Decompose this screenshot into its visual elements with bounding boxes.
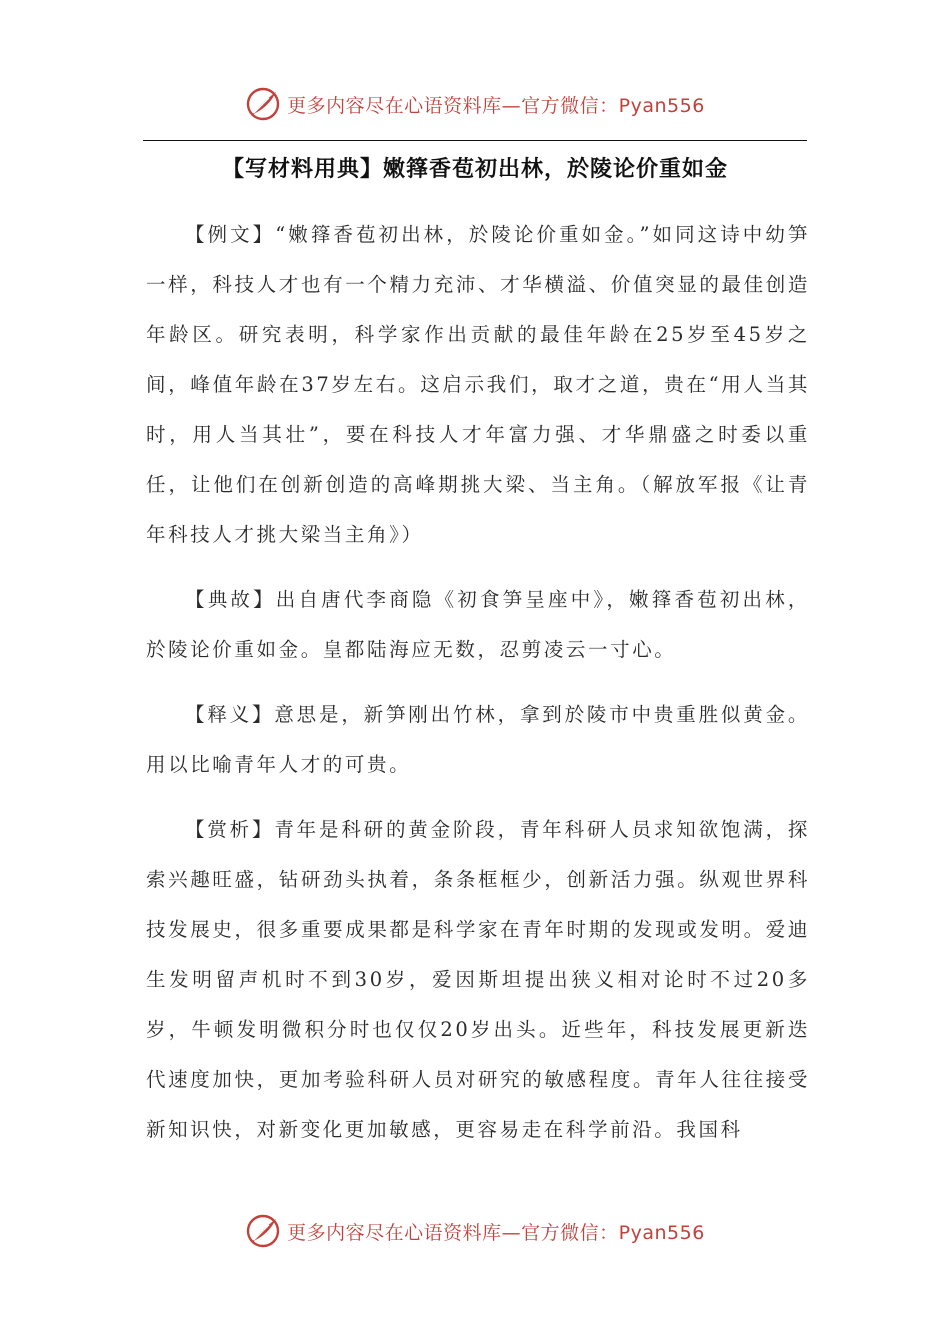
quill-logo-icon [245, 1213, 281, 1249]
footer-banner [0, 1211, 950, 1251]
header-divider [143, 140, 807, 141]
paragraph-explanation [146, 690, 810, 790]
paragraph-text: “嫩箨香苞初出林，於陵论价重如金。”如同这诗中幼笋一样，科技人才也有一个精力充沛、才华横溢、价值突显的最佳创造年龄区。研究表明，科学家作出贡献的最佳年龄在25岁至45岁之间，峰值年龄在37岁左右。这启示我们，取才之道，贵在“用人当其时，用人当其壮”，要在科技人才年富力强、才华鼎盛之时委以重任，让他们在创新创造的高峰期挑大梁、当主角。（解放军报《让青年科技人才挑大梁当主角》） [146, 223, 810, 546]
paragraph-tag: 【赏析】 [185, 818, 275, 841]
paragraph-text: 青年是科研的黄金阶段，青年科研人员求知欲饱满，探索兴趣旺盛，钻研劲头执着，条条框框少，创新活力强。纵观世界科技发展史，很多重要成果都是科学家在青年时期的发现或发明。爱迪生发明留声机时不到30岁，爱因斯坦提出狭义相对论时不过20多岁，牛顿发明微积分时也仅仅20岁出头。近些年，科技发展更新迭代速度加快，更加考验科研人员对研究的敏感程度。青年人往往接受新知识快，对新变化更加敏感，更容易走在科学前沿。我国科 [146, 818, 810, 1141]
paragraph-tag: 【例文】 [185, 223, 276, 246]
header-banner-text: 更多内容尽在心语资料库—官方微信：Pyan556 [287, 94, 705, 117]
paragraph-example [146, 210, 810, 560]
paragraph-tag: 【典故】 [185, 588, 276, 611]
paragraph-text: 意思是，新笋刚出竹林，拿到於陵市中贵重胜似黄金。用以比喻青年人才的可贵。 [146, 703, 810, 776]
quill-logo-icon [245, 86, 281, 122]
paragraph-tag: 【释义】 [185, 703, 275, 726]
paragraph-appreciation [146, 805, 810, 1155]
footer-banner-text: 更多内容尽在心语资料库—官方微信：Pyan556 [287, 1221, 705, 1244]
document-body [146, 210, 810, 1170]
paragraph-allusion [146, 575, 810, 675]
document-title: 【写材料用典】嫩箨香苞初出林，於陵论价重如金 [221, 157, 728, 182]
paragraph-text: 出自唐代李商隐《初食笋呈座中》，嫩箨香苞初出林，於陵论价重如金。皇都陆海应无数，忍剪凌云一寸心。 [146, 588, 810, 661]
header-banner [0, 84, 950, 124]
